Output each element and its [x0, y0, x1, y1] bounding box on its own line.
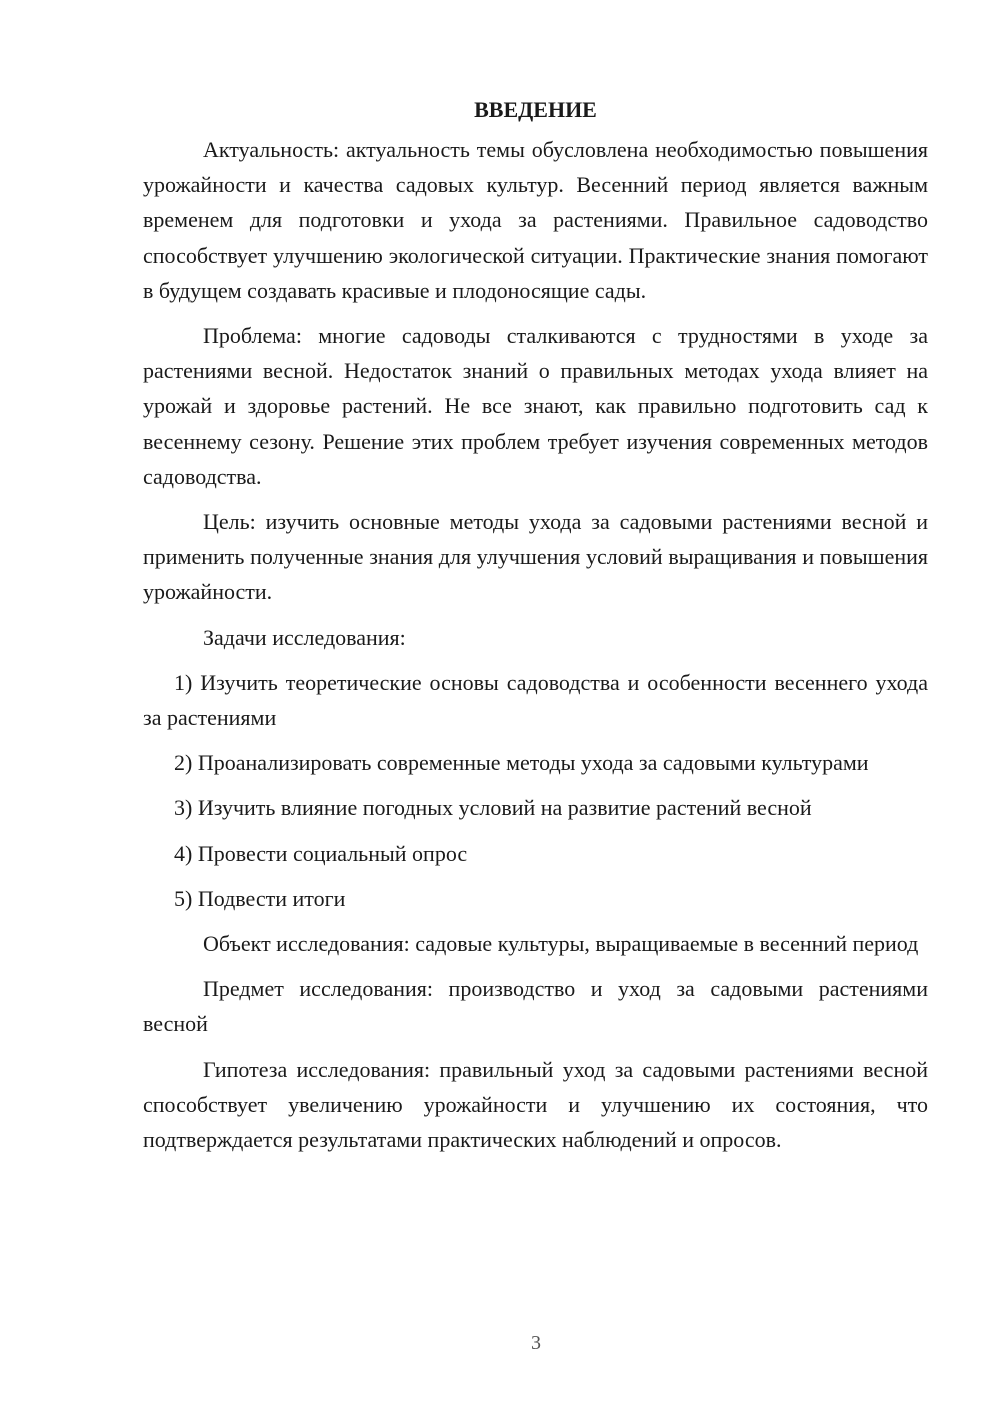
page-number: 3: [531, 1332, 541, 1354]
paragraph-goal: Цель: изучить основные методы ухода за садовыми растениями весной и применить полученные знания для улучшения условий выращивания и повышения урожайности.: [143, 509, 928, 605]
document-page: [143, 92, 928, 1167]
paragraph-hypothesis: Гипотеза исследования: правильный уход за садовыми растениями весной способствует увеличению урожайности и улучшению их состояния, что подтверждается результатами практических наблюдений и опросов.: [143, 1056, 928, 1153]
paragraph-subject: Предмет исследования: производство и уход за садовыми растениями весной: [143, 976, 928, 1037]
section-title: ВВЕДЕНИЕ: [474, 97, 597, 122]
task-item-4: 4) Провести социальный опрос: [174, 840, 468, 866]
paragraph-relevance: Актуальность: актуальность темы обусловлена необходимостью повышения урожайности и качества садовых культур. Весенний период является важным временем для подготовки и ухода за растениями. Правильное садоводство способствует улучшению экологической ситуации. Практические знания помогают в будущем создавать красивые и плодоносящие сады.: [143, 137, 928, 303]
task-item-2: 2) Проанализировать современные методы ухода за садовыми культурами: [174, 750, 869, 776]
task-item-5: 5) Подвести итоги: [174, 885, 346, 911]
paragraph-tasks-heading: Задачи исследования:: [203, 624, 406, 650]
task-item-1: 1) Изучить теоретические основы садоводства и особенности весеннего ухода за растениями: [143, 669, 928, 731]
paragraph-problem: Проблема: многие садоводы сталкиваются с трудностями в уходе за растениями весной. Недостаток знаний о правильных методах ухода влияет на урожай и здоровье растений. Не все знают, как правильно подготовить сад к весеннему сезону. Решение этих проблем требует изучения современных методов садоводства.: [143, 323, 928, 489]
task-item-3: 3) Изучить влияние погодных условий на развитие растений весной: [174, 795, 812, 821]
paragraph-object: Объект исследования: садовые культуры, выращиваемые в весенний период: [203, 931, 919, 957]
